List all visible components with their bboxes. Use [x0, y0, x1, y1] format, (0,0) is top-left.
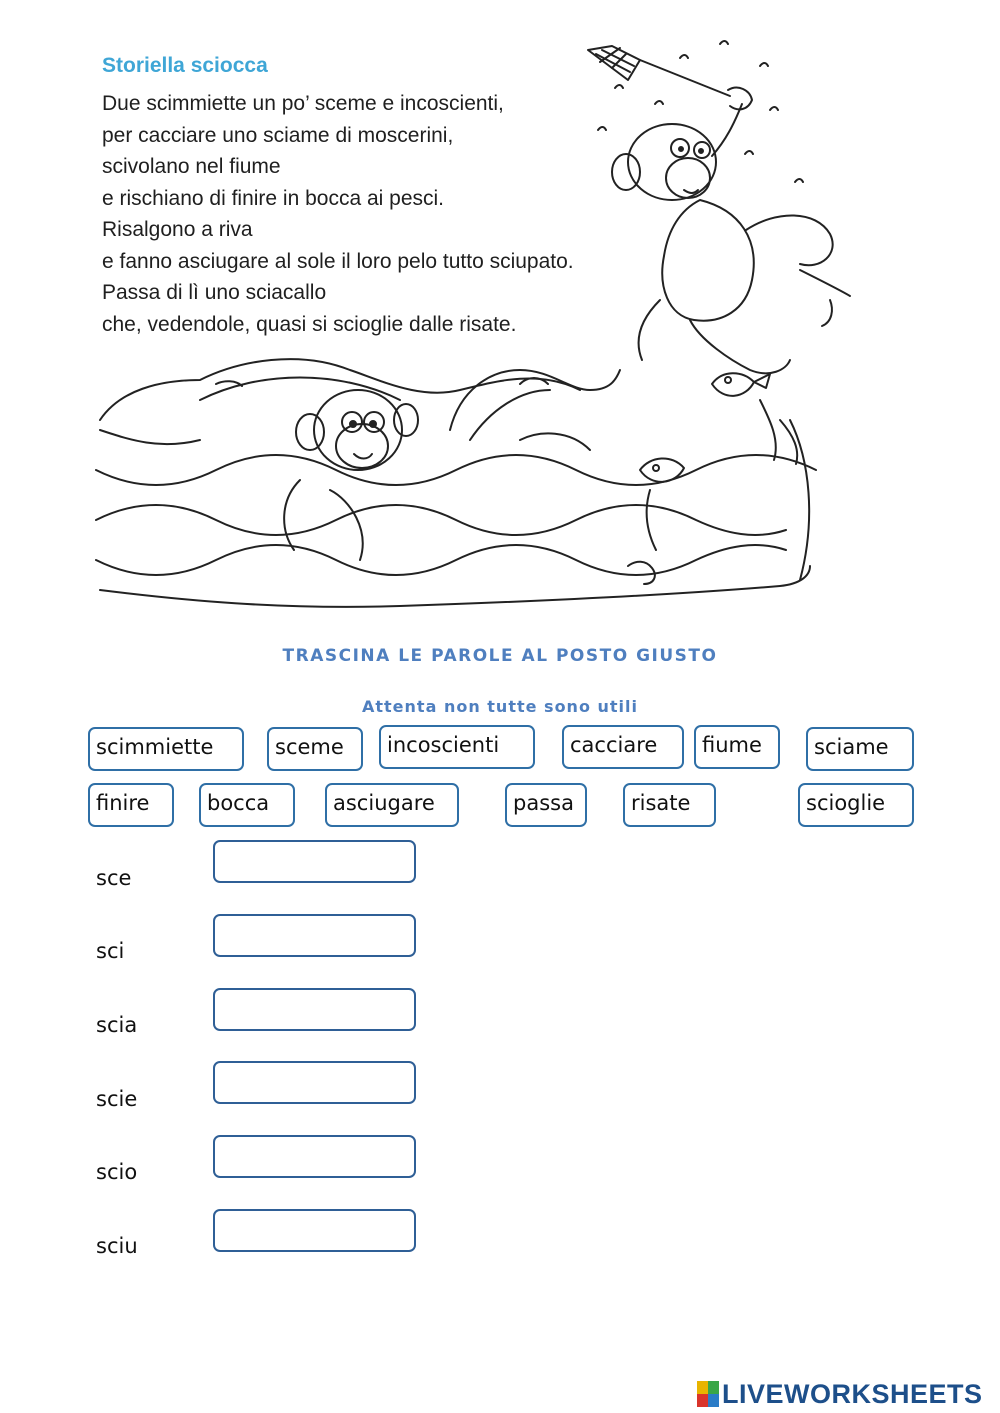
story-line: e rischiano di finire in bocca ai pesci. [102, 186, 445, 210]
drop-box-sce[interactable] [213, 840, 416, 883]
monkeys-river-illustration [0, 0, 1000, 620]
logo-text: LIVEWORKSHEETS [722, 1378, 983, 1409]
drop-box-scia[interactable] [213, 988, 416, 1031]
word-tile[interactable]: cacciare [562, 725, 684, 769]
word-tile[interactable]: sceme [267, 727, 363, 771]
word-tile[interactable]: bocca [199, 783, 295, 827]
word-tile[interactable]: passa [505, 783, 587, 827]
story-line: Risalgono a riva [102, 218, 253, 241]
instruction-heading: TRASCINA LE PAROLE AL POSTO GIUSTO [282, 646, 718, 666]
syllable-label: sciu [96, 1234, 138, 1258]
story-line: che, vedendole, quasi si scioglie dalle risate. [102, 312, 517, 336]
drop-box-sci[interactable] [213, 914, 416, 957]
word-tile[interactable]: incoscienti [379, 725, 535, 769]
drop-box-scie[interactable] [213, 1061, 416, 1104]
story-title: Storiella sciocca [102, 54, 268, 77]
story-line: Due scimmiette un po’ sceme e incoscienti, [102, 92, 504, 115]
story-line: e fanno asciugare al sole il loro pelo tutto sciupato. [102, 249, 574, 273]
syllable-label: scio [96, 1160, 138, 1184]
word-tile[interactable]: sciame [806, 727, 914, 771]
word-tile[interactable]: risate [623, 783, 716, 827]
drop-box-scio[interactable] [213, 1135, 416, 1178]
story-line: per cacciare uno sciame di moscerini, [102, 123, 454, 147]
instruction-note: Attenta non tutte sono utili [362, 697, 638, 716]
word-tile[interactable]: asciugare [325, 783, 459, 827]
syllable-label: sci [96, 939, 125, 963]
syllable-label: scia [96, 1013, 138, 1037]
liveworksheets-logo [697, 1378, 983, 1410]
story-line: Passa di lì uno sciacallo [102, 281, 327, 304]
word-tile[interactable]: finire [88, 783, 174, 827]
word-tile[interactable]: fiume [694, 725, 780, 769]
syllable-label: sce [96, 866, 132, 890]
story-line: scivolano nel fiume [102, 155, 281, 178]
logo-icon [697, 1381, 719, 1407]
syllable-label: scie [96, 1087, 138, 1111]
drop-box-sciu[interactable] [213, 1209, 416, 1252]
word-tile[interactable]: scioglie [798, 783, 914, 827]
word-tile[interactable]: scimmiette [88, 727, 244, 771]
